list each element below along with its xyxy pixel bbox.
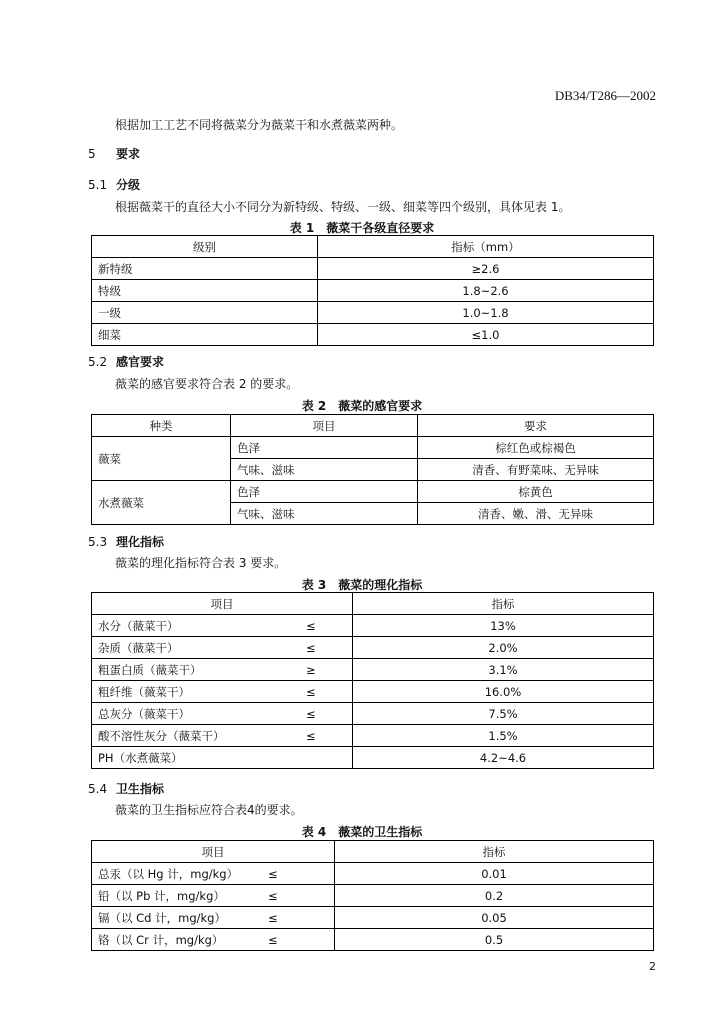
- page-number: 2: [649, 960, 656, 973]
- table-cell: 气味、滋味: [231, 459, 418, 481]
- section-5-heading: [88, 145, 140, 162]
- table-cell: ≤: [262, 907, 335, 929]
- document-code: DB34/T286—2002: [554, 88, 656, 103]
- table-cell: 色泽: [231, 437, 418, 459]
- table-cell: 0.05: [335, 907, 654, 929]
- table-row: [92, 725, 654, 747]
- table-cell: ≤: [262, 885, 335, 907]
- table-3-caption: 表 3 薇菜的理化指标: [301, 578, 423, 592]
- section-5-4-heading: [88, 780, 164, 797]
- table-cell: 色泽: [231, 481, 418, 503]
- section-5-3-heading: [88, 533, 164, 550]
- table-cell: 16.0%: [353, 681, 654, 703]
- section-5-4-text: 薇菜的卫生指标应符合表4的要求。: [115, 803, 303, 817]
- table-3: [91, 592, 654, 769]
- table-cell: 铅（以 Pb 计，mg/kg）: [92, 885, 263, 907]
- table-cell: ≤: [300, 703, 353, 725]
- table-header-cell: 指标: [335, 841, 654, 863]
- table-header-row: [92, 841, 654, 863]
- table-cell: ≤: [262, 929, 335, 951]
- table-4: [91, 840, 654, 951]
- section-number: 5: [88, 147, 96, 161]
- table-header-cell: 指标（mm）: [318, 236, 654, 258]
- section-5-1-text: 根据薇菜干的直径大小不同分为新特级、特级、一级、细菜等四个级别，具体见表 1。: [115, 200, 571, 214]
- section-5-2-text: 薇菜的感官要求符合表 2 的要求。: [115, 377, 299, 391]
- table-cell: ≤: [300, 681, 353, 703]
- section-title: 感官要求: [116, 355, 165, 369]
- table-cell: 气味、滋味: [231, 503, 418, 525]
- table-cell: 2.0%: [353, 637, 654, 659]
- table-1: [91, 235, 654, 346]
- table-header-row: [92, 415, 654, 437]
- table-cell: 一级: [92, 302, 318, 324]
- table-4-caption: 表 4 薇菜的卫生指标: [301, 825, 423, 839]
- table-cell: 铬（以 Cr 计，mg/kg）: [92, 929, 263, 951]
- table-cell: 水煮薇菜: [92, 481, 231, 525]
- section-title: 要求: [116, 147, 141, 161]
- table-cell: 清香、有野菜味、无异味: [418, 459, 654, 481]
- table-row: [92, 659, 654, 681]
- table-cell: 清香、嫩、滑、无异味: [418, 503, 654, 525]
- table-cell: 粗纤维（薇菜干）: [92, 681, 301, 703]
- table-cell: 0.2: [335, 885, 654, 907]
- table-cell: 3.1%: [353, 659, 654, 681]
- table-cell: 酸不溶性灰分（薇菜干）: [92, 725, 301, 747]
- section-5-2-heading: [88, 353, 164, 370]
- table-row: [92, 302, 654, 324]
- table-cell: 棕黄色: [418, 481, 654, 503]
- table-cell: ≤: [262, 863, 335, 885]
- table-cell: PH（水煮薇菜）: [92, 747, 301, 769]
- table-2-caption: 表 2 薇菜的感官要求: [301, 399, 423, 413]
- table-cell: 4.2~4.6: [353, 747, 654, 769]
- table-cell: ≤: [300, 615, 353, 637]
- table-cell: 总汞（以 Hg 计，mg/kg）: [92, 863, 263, 885]
- table-cell: 新特级: [92, 258, 318, 280]
- table-row: [92, 863, 654, 885]
- table-header-row: [92, 593, 654, 615]
- table-row: [92, 258, 654, 280]
- table-header-cell: 项目: [92, 841, 335, 863]
- table-cell: ≤: [300, 637, 353, 659]
- table-row: [92, 885, 654, 907]
- table-row: [92, 907, 654, 929]
- table-cell: 水分（薇菜干）: [92, 615, 301, 637]
- table-cell: [300, 747, 353, 769]
- table-row: [92, 615, 654, 637]
- table-row: [92, 481, 654, 503]
- section-5-3-text: 薇菜的理化指标符合表 3 要求。: [115, 556, 287, 570]
- table-cell: ≤: [300, 725, 353, 747]
- table-row: [92, 747, 654, 769]
- table-row: [92, 324, 654, 346]
- table-cell: 0.5: [335, 929, 654, 951]
- table-cell: 特级: [92, 280, 318, 302]
- table-cell: 镉（以 Cd 计，mg/kg）: [92, 907, 263, 929]
- section-title: 卫生指标: [116, 782, 165, 796]
- table-cell: ≥2.6: [318, 258, 654, 280]
- table-cell: 粗蛋白质（薇菜干）: [92, 659, 301, 681]
- table-1-caption: 表 1 薇菜干各级直径要求: [289, 221, 435, 235]
- section-number: 5.4: [88, 782, 108, 796]
- table-header-cell: 要求: [418, 415, 654, 437]
- intro-paragraph: 根据加工工艺不同将薇菜分为薇菜干和水煮薇菜两种。: [115, 118, 404, 132]
- table-row: [92, 929, 654, 951]
- table-cell: ≤1.0: [318, 324, 654, 346]
- table-row: [92, 280, 654, 302]
- section-number: 5.2: [88, 355, 108, 369]
- table-row: [92, 437, 654, 459]
- table-header-cell: 种类: [92, 415, 231, 437]
- table-header-cell: 项目: [231, 415, 418, 437]
- section-number: 5.3: [88, 535, 108, 549]
- table-cell: 棕红色或棕褐色: [418, 437, 654, 459]
- section-title: 理化指标: [116, 535, 165, 549]
- table-cell: 1.5%: [353, 725, 654, 747]
- table-cell: 13%: [353, 615, 654, 637]
- table-cell: 总灰分（薇菜干）: [92, 703, 301, 725]
- section-number: 5.1: [88, 178, 108, 192]
- table-cell: 0.01: [335, 863, 654, 885]
- table-header-cell: 项目: [92, 593, 353, 615]
- table-cell: 薇菜: [92, 437, 231, 481]
- table-row: [92, 681, 654, 703]
- table-row: [92, 703, 654, 725]
- section-title: 分级: [116, 178, 141, 192]
- table-cell: 细菜: [92, 324, 318, 346]
- table-cell: 1.0~1.8: [318, 302, 654, 324]
- table-cell: ≥: [300, 659, 353, 681]
- table-header-row: [92, 236, 654, 258]
- table-row: [92, 637, 654, 659]
- table-2: [91, 414, 654, 525]
- table-header-cell: 级别: [92, 236, 318, 258]
- table-cell: 杂质（薇菜干）: [92, 637, 301, 659]
- table-cell: 1.8~2.6: [318, 280, 654, 302]
- section-5-1-heading: [88, 176, 140, 193]
- table-cell: 7.5%: [353, 703, 654, 725]
- table-header-cell: 指标: [353, 593, 654, 615]
